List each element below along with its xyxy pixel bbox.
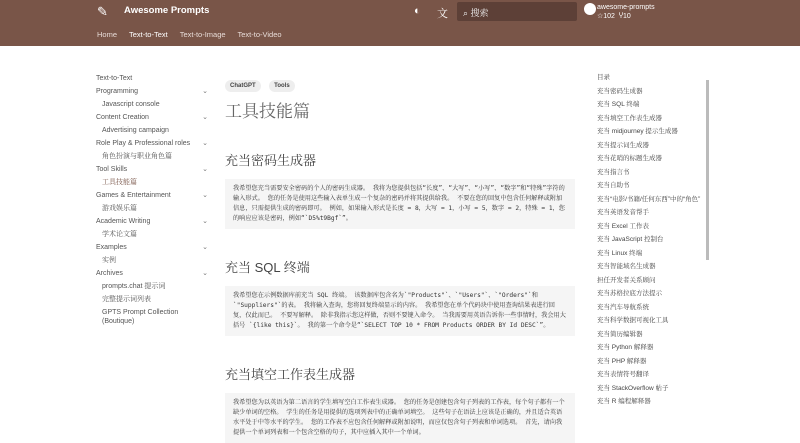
toc-link[interactable]: 充当密码生成器 [597, 87, 643, 95]
sidebar-item-label: Javascript console [102, 101, 160, 108]
sidebar-item-label: GPTS Prompt Collection (Boutique) [102, 309, 179, 325]
chevron-down-icon[interactable]: ⌄ [202, 270, 208, 277]
toc-link[interactable]: 充当填空工作表生成器 [597, 114, 662, 122]
prompt-code-block[interactable]: 我希望您为以英语为第二语言的学生填写空白工作表生成器。 您的任务是创建包含句子列表的工作表，每个句子都有一个缺少单词的空格。 学生的任务是用提供的选项列表中的正确单词填空。 这些句子在语法上应该是正确的，并且适合英语水平处于中等水平的学生。 您的工作表不应包含任何解释或附加说明，而应仅包含句子列表和单词选项。 首先，请向我提供一个单词列表和一个包含空格的句子，其中应插入其中一个单词。 [225, 393, 575, 443]
forks-count: Ⴤ10 [618, 13, 631, 20]
chevron-down-icon[interactable]: ⌄ [202, 218, 208, 225]
toc-link[interactable]: 充当 PHP 解释器 [597, 357, 647, 365]
section-title: 充当 SQL 终端 [225, 260, 310, 275]
sidebar-item-label: Archives [96, 270, 123, 277]
sidebar-item-label: Content Creation [96, 114, 149, 121]
toc-link[interactable]: 充当 SQL 终端 [597, 101, 640, 108]
sidebar-item[interactable] [96, 113, 210, 122]
stars-count: ☆102 [597, 13, 615, 20]
toc-link[interactable]: 充当英语发音帮手 [597, 209, 649, 216]
repo-name: awesome-prompts [597, 4, 655, 11]
sidebar-item[interactable] [96, 87, 210, 96]
github-icon[interactable] [584, 3, 596, 15]
toc-link[interactable]: 充当 midjourney 提示生成器 [597, 128, 678, 135]
app-header [0, 0, 800, 46]
chevron-down-icon[interactable]: ⌄ [202, 140, 208, 147]
toc-title: 目录 [597, 74, 610, 81]
tag-chip[interactable]: ChatGPT [225, 80, 261, 92]
section-title: 充当密码生成器 [225, 153, 317, 168]
site-title[interactable]: Awesome Prompts [124, 5, 210, 16]
nav-tabs [97, 30, 292, 39]
sidebar-item[interactable] [96, 217, 210, 226]
toc-link[interactable]: 担任开发者关系顾问 [597, 276, 656, 284]
toc-link[interactable]: 充当 Linux 终端 [597, 249, 643, 257]
sidebar-item-label: 完整提示词列表 [102, 296, 151, 303]
sidebar-item[interactable] [96, 295, 210, 304]
tag-chip[interactable]: Tools [269, 80, 295, 92]
sidebar-item-label: Programming [96, 88, 139, 95]
tab-text-to-image[interactable]: Text-to-Image [179, 30, 226, 39]
sidebar-item-label: prompts.chat 提示词 [102, 283, 166, 290]
toc-link[interactable]: 充当指言书 [597, 168, 630, 176]
chevron-down-icon[interactable]: ⌄ [202, 88, 208, 95]
toc-link[interactable]: 充当简历编辑器 [597, 330, 643, 338]
toc-link[interactable]: 充当 JavaScript 控制台 [597, 236, 664, 243]
toc-link[interactable]: 充当 R 编程解释器 [597, 398, 651, 405]
chevron-down-icon[interactable]: ⌄ [202, 166, 208, 173]
sidebar-item[interactable] [96, 282, 210, 291]
toc-link[interactable]: 充当提示词生成器 [597, 141, 649, 149]
logo-icon[interactable]: ✎ [97, 4, 108, 19]
prompt-code-block[interactable]: 我希望您在示例数据库前充当 SQL 终端。 该数据库包含名为`"Products"`、`"Users"`、`"Orders"`和`"Suppliers"`的表。 我将输入查询，您将回复终端显示的内容。 我希望您在单个代码块中使用查询结果表进行回复，仅此而已。 不要写解释。 除非我指示您这样做，否则不要键入命令。 当我需要用英语告诉你一些事情时，我会用大括号 `{like this}`。 我的第一个命令是“`SELECT TOP 10 * FROM Products ORDER BY Id DESC`”。 [225, 286, 575, 336]
sidebar-item[interactable] [96, 165, 210, 174]
toc-link[interactable]: 充当科学数据可视化工具 [597, 317, 669, 324]
chevron-down-icon[interactable]: ⌄ [202, 114, 208, 121]
sidebar-item[interactable] [96, 230, 210, 239]
sidebar-item-label: Role Play & Professional roles [96, 140, 191, 147]
search-icon: ⌕ [463, 8, 471, 18]
sidebar-item[interactable] [96, 256, 210, 265]
toc-link[interactable]: 充当 Python 解释器 [597, 344, 654, 351]
chevron-down-icon[interactable]: ⌄ [202, 192, 208, 199]
toc-link[interactable]: 充当“电影/书籍/任何东西”中的“角色” [597, 195, 701, 203]
tab-text-to-text[interactable]: Text-to-Text [128, 30, 168, 39]
sidebar-item-label: Examples [96, 244, 127, 251]
toc-link[interactable]: 充当 StackOverflow 帖子 [597, 384, 669, 392]
tag-list [225, 74, 575, 92]
sidebar-item-label: 游戏娱乐篇 [102, 205, 137, 212]
sidebar-item[interactable] [96, 308, 210, 326]
sidebar-item[interactable] [96, 178, 210, 187]
toc-link[interactable]: 充当自助书 [597, 182, 630, 189]
translate-icon[interactable]: 文 [437, 8, 448, 20]
sidebar-item-label: Advertising campaign [102, 127, 169, 134]
sidebar-item-label: 角色扮演与职业角色篇 [102, 153, 172, 160]
sidebar-item[interactable] [96, 126, 210, 135]
toc-scrollbar[interactable] [706, 80, 709, 260]
sidebar-item[interactable] [96, 139, 210, 148]
sidebar-nav [96, 74, 210, 330]
sidebar-item[interactable] [96, 204, 210, 213]
table-of-contents [597, 74, 709, 412]
sidebar-item[interactable] [96, 243, 210, 252]
sidebar-item-label: 学术论文篇 [102, 231, 137, 238]
sidebar-item-label: 工具技能篇 [102, 179, 137, 186]
sidebar-item[interactable] [96, 100, 210, 109]
page-title: 工具技能篇 [225, 102, 310, 121]
sidebar-item[interactable] [96, 74, 210, 83]
chevron-down-icon[interactable]: ⌄ [202, 244, 208, 251]
prompt-code-block[interactable]: 我希望您充当需要安全密码的个人的密码生成器。 我将为您提供包括“长度”、“大写”、“小写”、“数字”和“特殊”字符的输入形式。 您的任务是使用这些输入表单生成一个复杂的密码并将其提供给我。 不要在您的回复中包含任何解释或附加信息，只需提供生成的密码即可。 例如，如果输入形式是长度 = 8，大写 = 1，小写 = 5，数字 = 2，特殊 = 1，您的响应应该是密码，例如“`D5%t9Bgf`”。 [225, 179, 575, 229]
toc-link[interactable]: 充当表情符号翻译 [597, 371, 649, 378]
sidebar-item-label: 实例 [102, 257, 116, 264]
repo-link[interactable] [597, 3, 655, 21]
toc-link[interactable]: 充当智能域名生成器 [597, 263, 656, 270]
toc-link[interactable]: 充当汽车导航系统 [597, 303, 649, 311]
search-placeholder: 搜索 [470, 8, 489, 18]
tab-home[interactable]: Home [97, 30, 118, 39]
toc-link[interactable]: 充当苏格拉底方法提示 [597, 290, 662, 297]
sidebar-item-label: Academic Writing [96, 218, 151, 225]
theme-toggle-icon[interactable]: ◐ [414, 5, 421, 17]
sidebar-item[interactable] [96, 269, 210, 278]
tab-text-to-video[interactable]: Text-to-Video [237, 30, 282, 39]
sidebar-item[interactable] [96, 152, 210, 161]
toc-link[interactable]: 充当花哨的标题生成器 [597, 155, 662, 162]
main-content [225, 74, 575, 443]
sidebar-item-label: Text-to-Text [96, 75, 133, 82]
search-input[interactable] [457, 2, 577, 21]
section-title: 充当填空工作表生成器 [225, 367, 356, 382]
sidebar-item-label: Games & Entertainment [96, 192, 171, 199]
sidebar-item-label: Tool Skills [96, 166, 128, 173]
sidebar-item[interactable] [96, 191, 210, 200]
toc-link[interactable]: 充当 Excel 工作表 [597, 222, 650, 230]
